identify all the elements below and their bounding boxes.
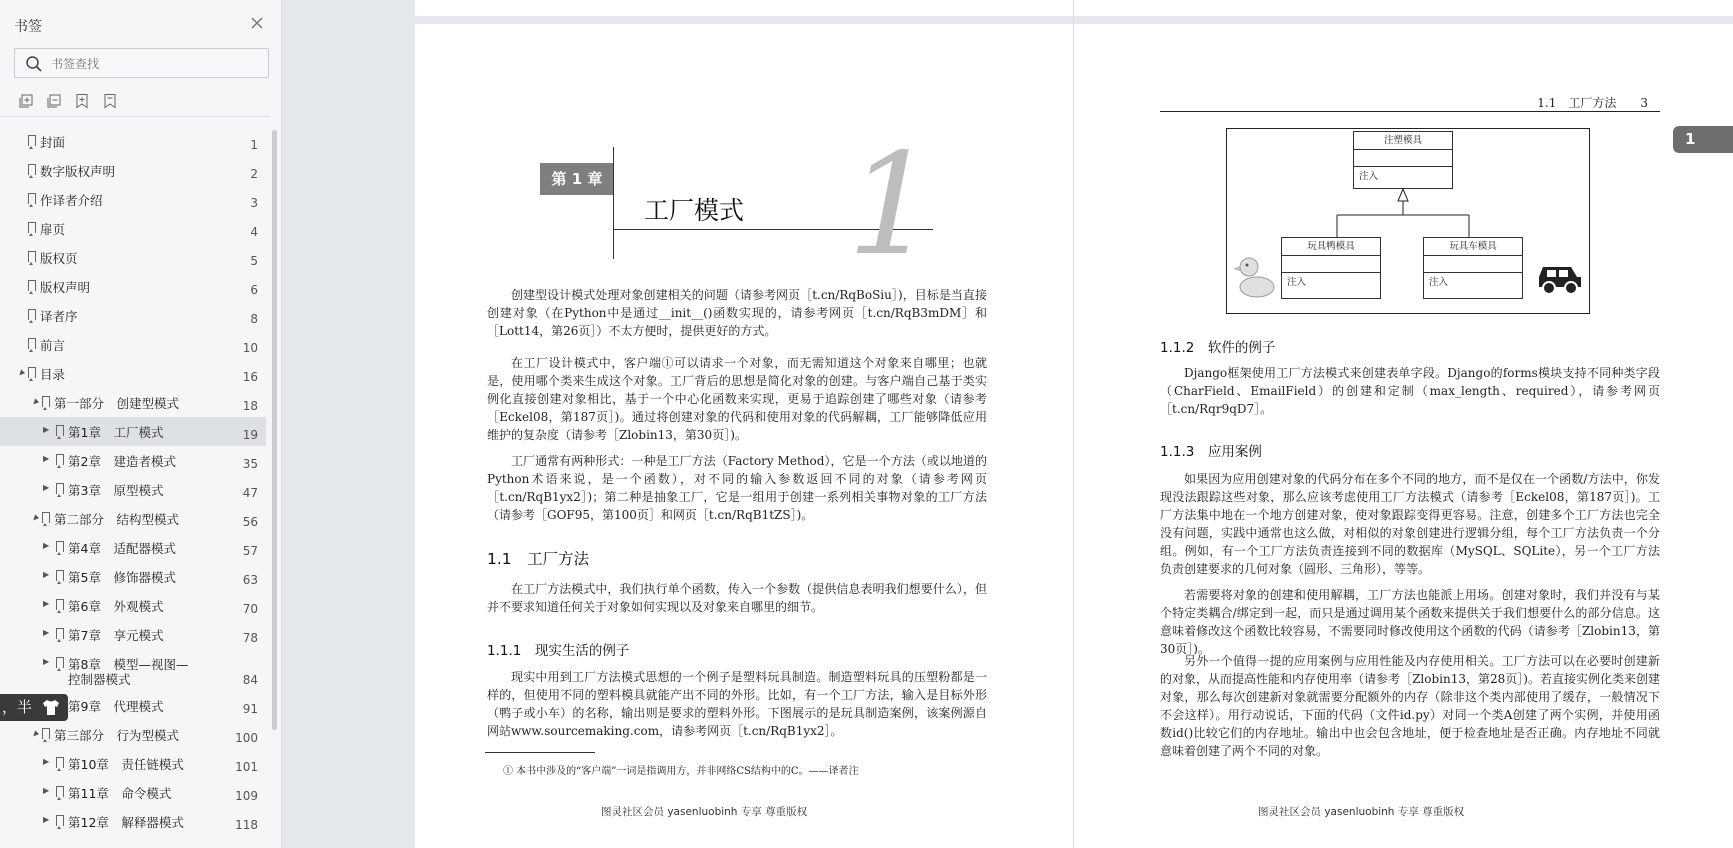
toc-item-label: 前言	[40, 338, 66, 353]
uml-class-method: 注入	[1287, 277, 1307, 288]
paragraph: 另外一个值得一提的应用案例与应用性能及内存使用相关。工厂方法可以在必要时创建新的对象，从而提高性能和内存使用率（请参考［Zlobin13，第28页］)。若直接实例化类来创建对象，那么每次创建新对象就需要分配额外的内存（除非这个类内部使用了缓存，一般情况下不会这样）。用行动说话，下面的代码（文件id.py）对同一个类A创建了两个实例，并使用函数id()比较它们的内存地址。输出中也会包含地址，便于检查地址是否正确。内存地址不同就意味着创建了两个不同的对象。	[1160, 654, 1660, 758]
page-separator	[415, 16, 1733, 24]
chapter-title: 工厂模式	[644, 196, 745, 225]
expand-caret-icon[interactable]: ▶	[43, 599, 50, 608]
expand-caret-icon[interactable]: ▶	[43, 454, 50, 463]
toc-item-page: 4	[250, 225, 258, 239]
collapse-caret-icon[interactable]: ▲	[16, 368, 26, 379]
toc-item-page: 109	[235, 789, 258, 803]
toc-item[interactable]	[0, 417, 266, 446]
toc-item[interactable]	[0, 272, 266, 301]
section-heading: 1.1 工厂方法	[487, 550, 590, 568]
toc-item-page: 2	[250, 167, 258, 181]
toc-item-page: 10	[242, 341, 258, 355]
toc-item-label: 目录	[40, 367, 66, 382]
chapter-vertical-rule	[613, 147, 614, 259]
bookmark-ribbon-icon	[28, 309, 36, 320]
ime-mode-label: ，半	[2, 698, 33, 716]
bookmark-ribbon-icon	[56, 483, 64, 494]
bookmark-ribbon-icon	[56, 454, 64, 465]
expand-caret-icon[interactable]: ▶	[43, 815, 50, 824]
bookmark-ribbon-icon	[56, 425, 64, 436]
skin-shirt-icon	[42, 699, 60, 716]
expand-all-icon[interactable]	[18, 93, 34, 109]
toc-item[interactable]	[0, 778, 266, 807]
subsection-heading: 1.1.2 软件的例子	[1160, 340, 1276, 356]
expand-caret-icon[interactable]: ▶	[43, 628, 50, 637]
sidebar-scrollbar[interactable]	[272, 130, 277, 730]
page-footer: 图灵社区会员 yasenluobinh 专享 尊重版权	[601, 806, 808, 818]
uml-class-attrs	[1282, 256, 1380, 273]
expand-caret-icon[interactable]: ▶	[43, 657, 50, 666]
add-bookmark-icon[interactable]	[74, 93, 90, 109]
subsection-heading: 1.1.3 应用案例	[1160, 444, 1262, 460]
running-header-text: 1.1 工厂方法 3	[1537, 96, 1648, 110]
expand-caret-icon[interactable]: ▶	[43, 757, 50, 766]
paragraph: 在工厂方法模式中，我们执行单个函数，传入一个参数（提供信息表明我们想要什么），但并不要求知道任何关于对象如何实现以及对象来自哪里的细节。	[487, 582, 987, 614]
toc-item-label: 第1章 工厂模式	[68, 425, 164, 440]
bookmark-icon[interactable]	[102, 93, 118, 109]
document-page-left	[415, 24, 1073, 848]
document-page-right	[1074, 24, 1733, 848]
toc-item[interactable]	[0, 156, 266, 185]
toc-item[interactable]	[0, 127, 266, 156]
toc-item[interactable]	[0, 330, 266, 359]
footnote: ① 本书中涉及的“客户端”一词是指调用方，并非网络CS结构中的C。——译者注	[503, 766, 859, 777]
footnote-rule	[485, 752, 595, 753]
toc-item-page: 8	[250, 312, 258, 326]
toy-car-icon	[1537, 259, 1583, 297]
bookmark-ribbon-icon	[56, 815, 64, 826]
expand-caret-icon[interactable]: ▶	[43, 483, 50, 492]
toc-item-label: 第8章 模型—视图—	[68, 657, 189, 672]
expand-caret-icon[interactable]: ▶	[43, 786, 50, 795]
toc-item-page: 18	[242, 399, 258, 413]
close-icon[interactable]	[248, 14, 266, 32]
collapse-caret-icon[interactable]: ▲	[30, 513, 40, 524]
uml-class-title: 玩具鸭模具	[1282, 238, 1380, 256]
uml-class-attrs	[1424, 256, 1522, 273]
toc-item[interactable]	[0, 533, 266, 562]
toc-item-label: 版权声明	[40, 280, 91, 295]
bookmark-ribbon-icon	[28, 222, 36, 233]
toc-item-page: 100	[235, 731, 258, 745]
toc-item-label: 第一部分 创建型模式	[54, 396, 180, 411]
bookmark-ribbon-icon	[56, 570, 64, 581]
toc-item-page: 101	[235, 760, 258, 774]
toc-item-page: 35	[242, 457, 258, 471]
toc-item-page: 6	[250, 283, 258, 297]
uml-class-car-mold	[1423, 237, 1523, 299]
ime-status-bar[interactable]	[0, 694, 68, 721]
toc-item-label: 封面	[40, 135, 66, 150]
previous-page-bottom	[415, 0, 1733, 16]
search-icon	[25, 55, 43, 73]
toc-item[interactable]	[0, 185, 266, 214]
bookmark-ribbon-icon	[56, 599, 64, 610]
toc-item-label: 第3章 原型模式	[68, 483, 164, 498]
toc-item-label: 第12章 解释器模式	[68, 815, 184, 830]
bookmark-search-input[interactable]	[51, 54, 261, 74]
bookmark-ribbon-icon	[28, 338, 36, 349]
running-header	[1160, 94, 1660, 112]
subsection-heading: 1.1.1 现实生活的例子	[487, 643, 630, 659]
bookmark-ribbon-icon	[28, 193, 36, 204]
toc-item-page: 84	[242, 673, 258, 687]
toc-item[interactable]	[0, 301, 266, 330]
bookmark-ribbon-icon	[28, 251, 36, 262]
paragraph: 如果因为应用创建对象的代码分布在多个不同的地方，而不是仅在一个函数/方法中，你发现没法跟踪这些对象，那么应该考虑使用工厂方法模式（请参考［Eckel08，第187页］)。工厂方法集中地在一个地方创建对象，使对象跟踪变得更容易。注意，创建多个工厂方法也完全没有问题，实践中通常也这么做，对相似的对象创建进行逻辑分组，每个工厂方法负责一个分组。例如，有一个工厂方法负责连接到不同的数据库（MySQL、SQLite），另一个工厂方法负责创建要求的几何对象（圆形、三角形），等等。	[1160, 472, 1660, 576]
toc-item-label: 作译者介绍	[40, 193, 103, 208]
toc-item[interactable]	[0, 504, 266, 533]
toc-item-page: 47	[242, 486, 258, 500]
paragraph: 若需要将对象的创建和使用解耦，工厂方法也能派上用场。创建对象时，我们并没有与某个特定类耦合/绑定到一起，而只是通过调用某个函数来提供关于我们想要什么的部分信息。这意味着修改这个函数比较容易，不需要同时修改使用这个函数的代码（请参考［Zlobin13，第30页］)。	[1160, 588, 1660, 656]
uml-class-duck-mold	[1281, 237, 1381, 299]
toc-item[interactable]	[0, 359, 266, 388]
page-number-tab[interactable]: 1	[1673, 126, 1733, 153]
uml-class-title: 注塑模具	[1354, 132, 1452, 150]
page-footer: 图灵社区会员 yasenluobinh 专享 尊重版权	[1258, 806, 1465, 818]
expand-caret-icon[interactable]: ▶	[43, 425, 50, 434]
sidebar-divider	[0, 116, 270, 117]
bookmark-ribbon-icon	[56, 757, 64, 768]
collapse-caret-icon[interactable]: ▲	[30, 729, 40, 740]
toc-item-label: 译者序	[40, 309, 78, 324]
toc-item-label: 扉页	[40, 222, 66, 237]
toc-item[interactable]	[0, 720, 266, 749]
bookmark-ribbon-icon	[28, 164, 36, 175]
toc-item-page: 91	[242, 702, 258, 716]
toc-item-page: 3	[250, 196, 258, 210]
toc-item[interactable]	[0, 749, 266, 778]
toc-item-label: 版权页	[40, 251, 78, 266]
toc-item[interactable]	[0, 649, 266, 691]
bookmark-ribbon-icon	[56, 628, 64, 639]
uml-diagram	[1226, 128, 1590, 314]
toc-item-label: 第4章 适配器模式	[68, 541, 176, 556]
toc-item-label: 数字版权声明	[40, 164, 116, 179]
toc-item-page: 78	[242, 631, 258, 645]
uml-class-method: 注入	[1429, 277, 1449, 288]
bookmark-ribbon-icon	[28, 280, 36, 291]
toc-item-page: 57	[242, 544, 258, 558]
toc-item[interactable]	[0, 807, 266, 836]
toc-item-label: 第11章 命令模式	[68, 786, 172, 801]
toc-item-label: 第10章 责任链模式	[68, 757, 184, 772]
toc-item-page: 56	[242, 515, 258, 529]
uml-class-title: 玩具车模具	[1424, 238, 1522, 256]
paragraph: Django框架使用工厂方法模式来创建表单字段。Django的forms模块支持不同种类字段（CharField、EmailField）的创建和定制（max_length、required），请参考网页［t.cn/Rqr9qD7］。	[1160, 366, 1660, 416]
toc-item-label: 第7章 享元模式	[68, 628, 164, 643]
bookmark-search[interactable]	[14, 48, 269, 78]
toc-item-label: 第二部分 结构型模式	[54, 512, 180, 527]
toc-item-label: 第9章 代理模式	[68, 699, 164, 714]
collapse-caret-icon[interactable]: ▲	[30, 397, 40, 408]
toc-item-page: 16	[242, 370, 258, 384]
chapter-big-number: 1	[847, 124, 937, 287]
bookmark-ribbon-icon	[28, 135, 36, 146]
toc-item[interactable]	[0, 446, 266, 475]
paragraph: 创建型设计模式处理对象创建相关的问题（请参考网页［t.cn/RqBoSiu］)，目标是当直接创建对象（在Python中是通过__init__()函数实现的，请参考网页［t.cn/RqB3mDM］和［Lott14，第26页］）不太方便时，提供更好的方式。	[487, 288, 987, 338]
bookmark-ribbon-icon	[56, 541, 64, 552]
toc-item-label: 第5章 修饰器模式	[68, 570, 176, 585]
toc-item-page: 63	[242, 573, 258, 587]
toc-item-page: 118	[235, 818, 258, 832]
bookmark-ribbon-icon	[42, 728, 50, 739]
expand-caret-icon[interactable]: ▶	[43, 570, 50, 579]
toc-item[interactable]	[0, 214, 266, 243]
toc-item-label: 第三部分 行为型模式	[54, 728, 180, 743]
toc-item-label: 第2章 建造者模式	[68, 454, 176, 469]
sidebar-title: 书签	[14, 19, 42, 35]
paragraph: 在工厂设计模式中，客户端①可以请求一个对象，而无需知道这个对象来自哪里；也就是，使用哪个类来生成这个对象。工厂背后的思想是简化对象的创建。与客户端自己基于类实例化直接创建对象相比，基于一个中心化函数来实现，更易于追踪创建了哪些对象（请参考［Eckel08，第187页］)。通过将创建对象的代码和使用对象的代码解耦，工厂能够降低应用维护的复杂度（请参考［Zlobin13，第30页］)。	[487, 356, 987, 442]
paragraph: 工厂通常有两种形式：一种是工厂方法（Factory Method），它是一个方法（或以地道的Python术语来说，是一个函数），对不同的输入参数返回不同的对象（请参考网页［t.cn/RqB1yx2］)；第二种是抽象工厂，它是一组用于创建一系列相关事物对象的工厂方法（请参考［GOF95，第100页］和网页［t.cn/RqB1tZS］)。	[487, 454, 987, 522]
uml-class-method: 注入	[1359, 171, 1379, 182]
toc-item-page: 5	[250, 254, 258, 268]
toc-item[interactable]	[0, 620, 266, 649]
toc-item[interactable]	[0, 475, 266, 504]
toc-item[interactable]	[0, 562, 266, 591]
bookmark-ribbon-icon	[42, 512, 50, 523]
toc-item-page: 1	[250, 138, 258, 152]
bookmark-ribbon-icon	[56, 786, 64, 797]
toc-item-label: 第6章 外观模式	[68, 599, 164, 614]
toc-item[interactable]	[0, 591, 266, 620]
toc-item-label-line2: 控制器模式	[68, 672, 131, 687]
toc-item-page: 70	[242, 602, 258, 616]
toc-item-page: 19	[242, 428, 258, 442]
paragraph: 现实中用到工厂方法模式思想的一个例子是塑料玩具制造。制造塑料玩具的压塑粉都是一样的，但使用不同的塑料模具就能产出不同的外形。比如，有一个工厂方法，输入是目标外形（鸭子或小车）的名称，输出则是要求的塑料外形。下图展示的是玩具制造案例，该案例源自网站www.sourcemaking.com，请参考网页［t.cn/RqB1yx2］。	[487, 670, 987, 738]
bookmark-ribbon-icon	[56, 657, 64, 668]
toc-item[interactable]	[0, 388, 266, 417]
expand-caret-icon[interactable]: ▶	[43, 541, 50, 550]
bookmark-ribbon-icon	[42, 396, 50, 407]
chapter-badge: 第 1 章	[540, 163, 614, 195]
collapse-all-icon[interactable]	[46, 93, 62, 109]
toc-item[interactable]	[0, 243, 266, 272]
bookmark-ribbon-icon	[28, 367, 36, 378]
duck-icon	[1231, 253, 1277, 299]
